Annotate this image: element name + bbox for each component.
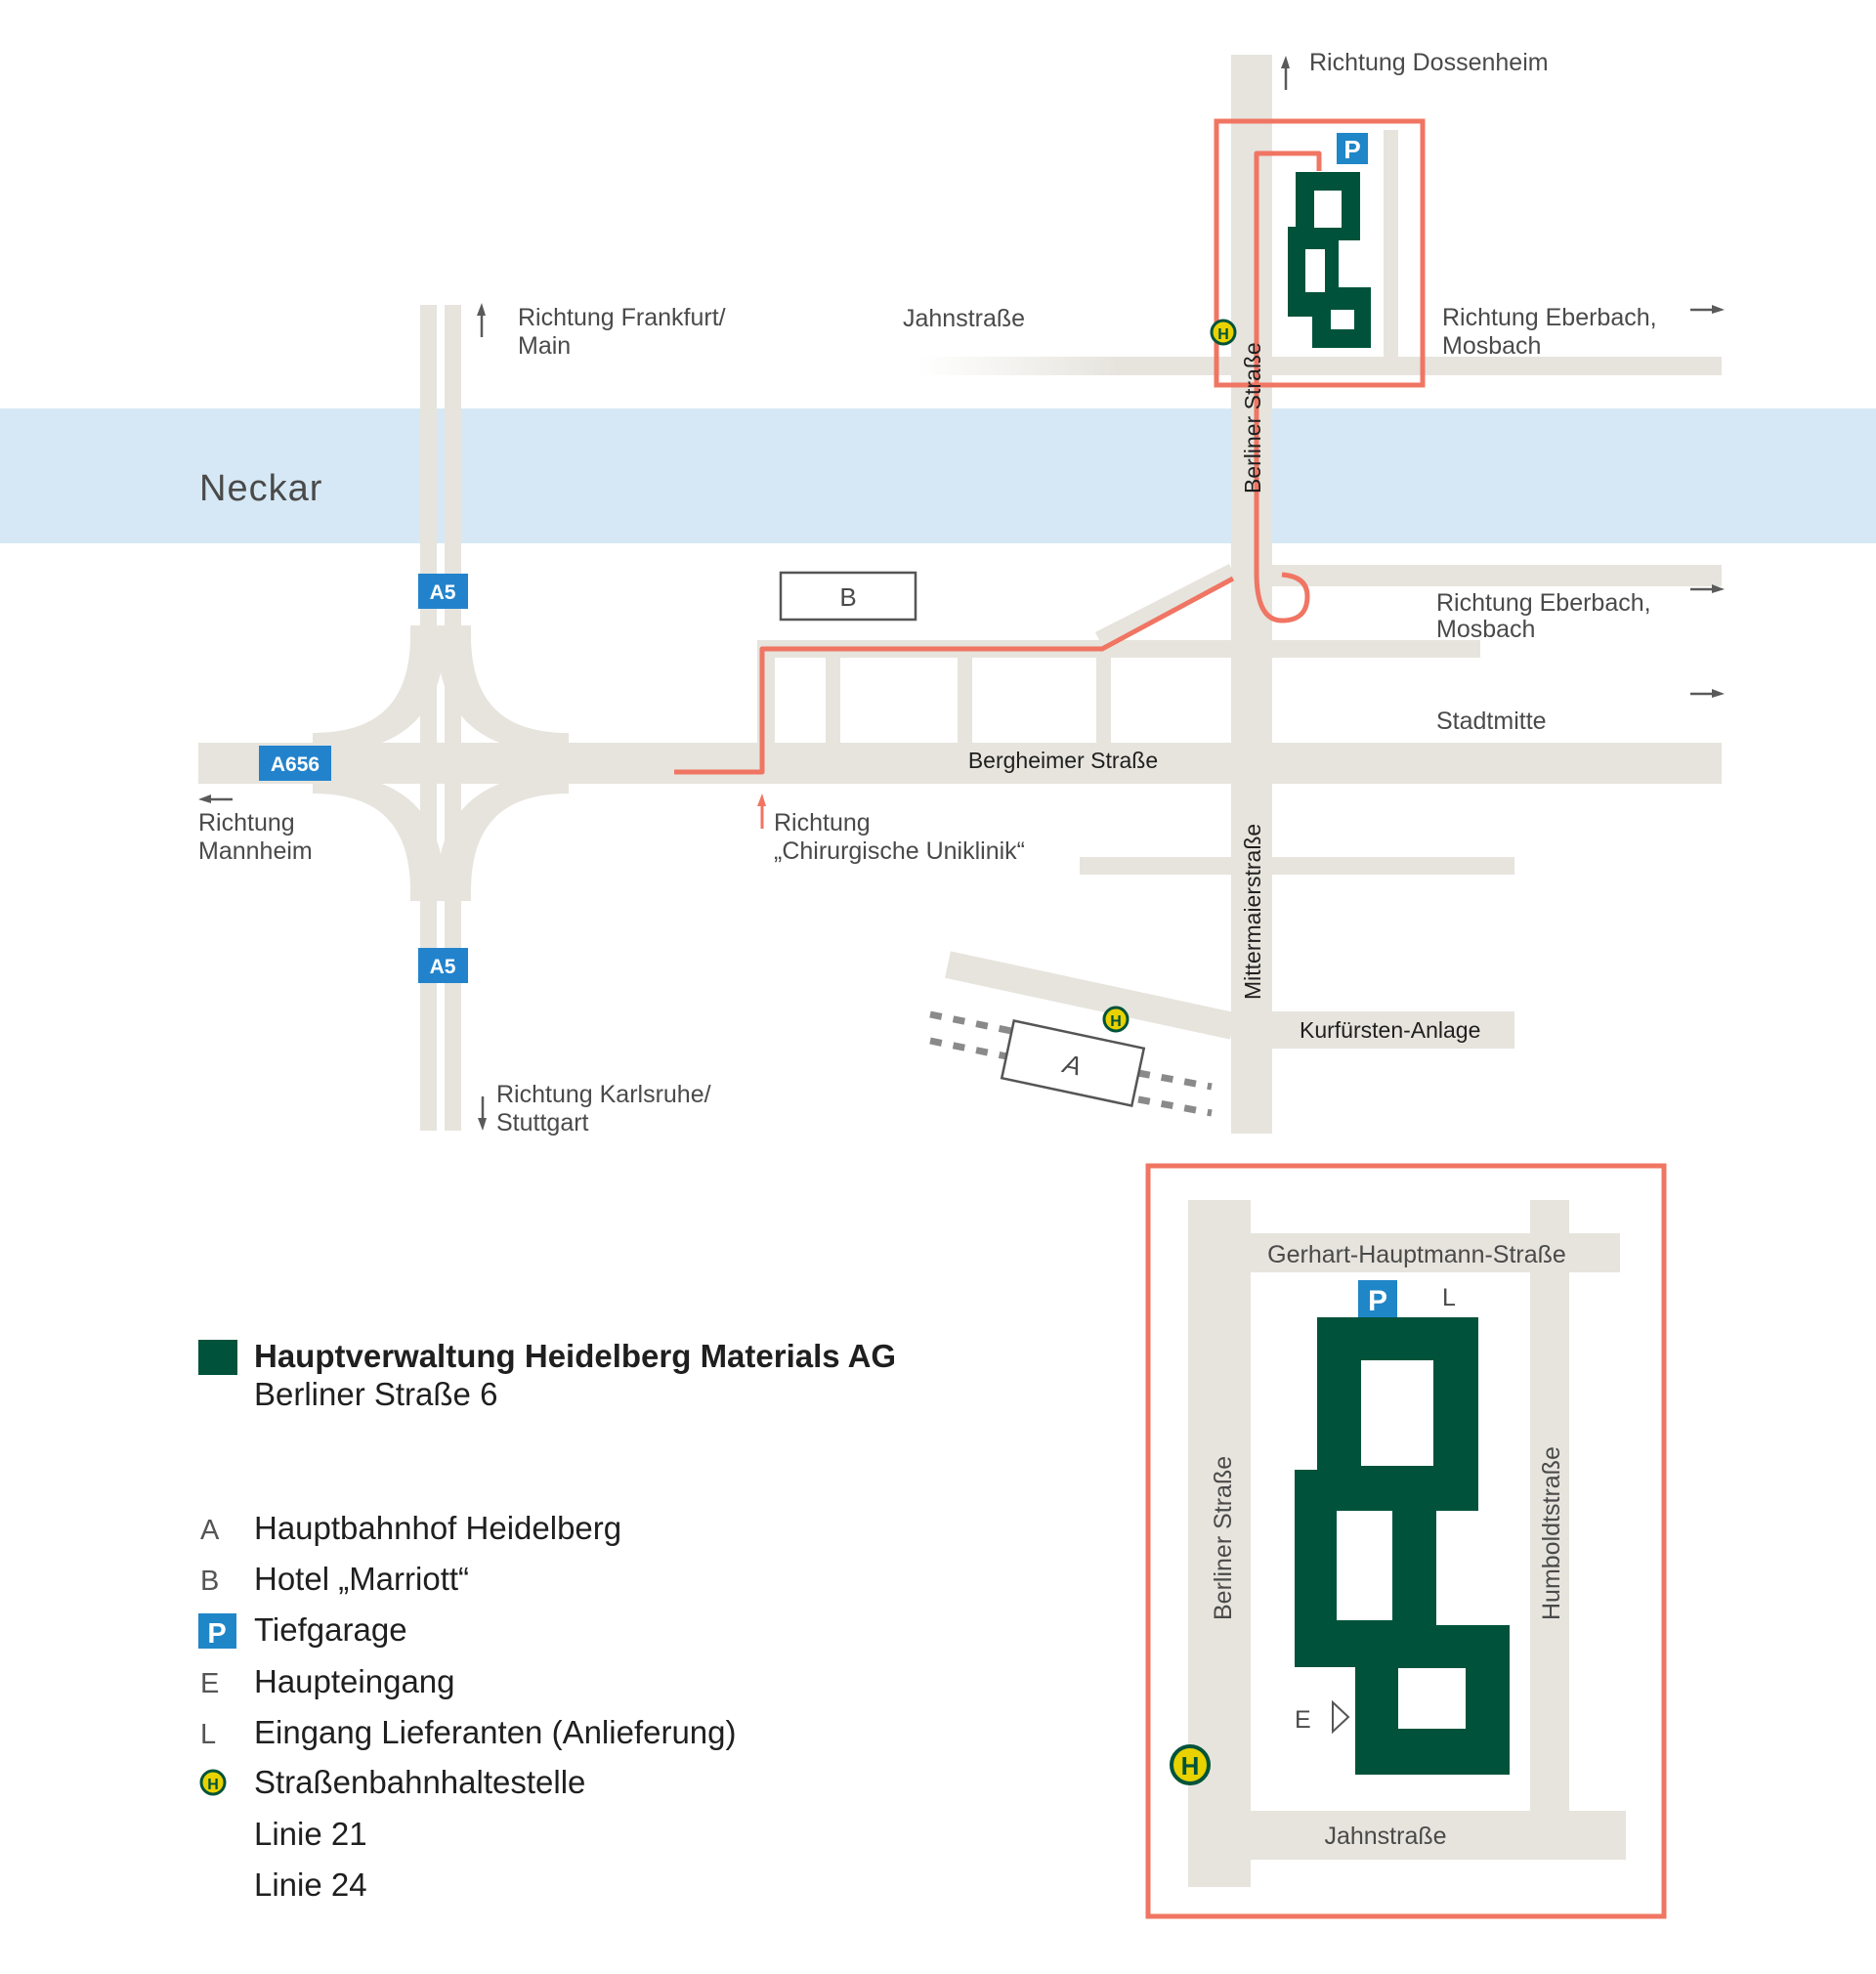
direction-eberbach-top-1: Richtung Eberbach,: [1442, 304, 1657, 331]
direction-mannheim-2: Mannheim: [198, 837, 313, 865]
station-a-label: A: [1060, 1049, 1085, 1082]
legend-building-swatch: [198, 1340, 237, 1375]
legend-tram-icon: [201, 1771, 225, 1794]
street-jahnstrasse: Jahnstraße: [903, 305, 1026, 332]
hotel-b-label: B: [839, 582, 857, 612]
marriott-road-3: [958, 650, 972, 748]
diagonal-road: [1099, 572, 1233, 640]
direction-eberbach-mid-1: Richtung Eberbach,: [1436, 589, 1651, 617]
legend-address: Berliner Straße 6: [254, 1376, 498, 1412]
direction-mannheim-1: Richtung: [198, 809, 295, 837]
uniklinik-arrow-head: [757, 794, 766, 806]
direction-dossenheim: Richtung Dossenheim: [1309, 49, 1549, 76]
hq-building-small: [1288, 172, 1371, 348]
svg-text:P: P: [207, 1618, 227, 1650]
a656-shield: [259, 746, 331, 781]
svg-text:P: P: [1367, 1285, 1388, 1317]
detail-street-jahn: Jahnstraße: [1324, 1823, 1447, 1850]
tram-stop-icon-detail: [1172, 1746, 1209, 1783]
building-access-road: [1384, 130, 1398, 365]
direction-uniklinik-1: Richtung: [774, 809, 871, 837]
a5-shield-top: [418, 574, 468, 609]
svg-text:A5: A5: [429, 956, 456, 978]
legend-item-parking: Tiefgarage: [254, 1611, 407, 1648]
street-mittermaier: Mittermaierstraße: [1240, 823, 1265, 1000]
direction-eberbach-top-2: Mosbach: [1442, 332, 1542, 360]
svg-text:A656: A656: [270, 753, 320, 776]
direction-frankfurt-2: Main: [518, 332, 572, 360]
a5-road-east: [445, 305, 461, 1131]
svg-text:P: P: [1343, 135, 1361, 164]
detail-map: [1148, 1166, 1664, 1916]
legend-line-21: Linie 21: [254, 1816, 367, 1852]
hotel-b: [781, 573, 916, 620]
svg-text:H: H: [1110, 1013, 1122, 1030]
direction-eberbach-mid-2: Mosbach: [1436, 616, 1536, 643]
legend-line-24: Linie 24: [254, 1867, 367, 1903]
overview-map: [0, 49, 1876, 1137]
parking-icon-small: [1337, 133, 1368, 164]
svg-text:H: H: [1180, 1751, 1200, 1781]
direction-uniklinik-2: „Chirurgische Uniklinik“: [774, 837, 1026, 865]
legend-key-a: A: [200, 1515, 220, 1546]
street-berliner: Berliner Straße: [1240, 342, 1265, 494]
a5-road-west: [420, 305, 437, 1131]
direction-karlsruhe-1: Richtung Karlsruhe/: [496, 1081, 711, 1108]
marriott-road-2: [826, 650, 840, 748]
legend-parking-icon: [198, 1613, 236, 1650]
parking-icon-detail: [1358, 1280, 1397, 1317]
legend: [198, 1338, 896, 1903]
legend-item-tram: Straßenbahnhaltestelle: [254, 1764, 586, 1800]
legend-item-b: Hotel „Marriott“: [254, 1561, 470, 1597]
station-a: [1002, 1021, 1144, 1106]
svg-text:H: H: [207, 1777, 219, 1793]
station-road: [948, 965, 1233, 1026]
legend-title: Hauptverwaltung Heidelberg Materials AG: [254, 1338, 897, 1374]
direction-frankfurt-1: Richtung Frankfurt/: [518, 304, 726, 331]
south-road: [1080, 857, 1514, 875]
detail-street-humboldt: Humboldtstraße: [1538, 1446, 1565, 1620]
street-kurfuersten: Kurfürsten-Anlage: [1300, 1017, 1481, 1043]
legend-key-e: E: [200, 1668, 220, 1699]
tram-stop-icon-station: [1104, 1008, 1128, 1031]
eberbach-road: [1272, 565, 1722, 586]
legend-item-l: Eingang Lieferanten (Anlieferung): [254, 1714, 737, 1750]
street-bergheimer: Bergheimer Straße: [967, 748, 1159, 773]
legend-item-e: Haupteingang: [254, 1663, 455, 1699]
delivery-entrance-label: L: [1442, 1284, 1456, 1311]
marriott-road-4: [1096, 650, 1111, 748]
detail-street-berliner: Berliner Straße: [1210, 1455, 1237, 1620]
legend-key-b: B: [200, 1566, 220, 1597]
neckar-label: Neckar: [199, 468, 323, 509]
legend-key-l: L: [200, 1719, 217, 1750]
svg-text:A5: A5: [429, 581, 456, 604]
svg-text:H: H: [1217, 326, 1229, 343]
direction-stadtmitte: Stadtmitte: [1436, 708, 1547, 735]
jahnstrasse-road: [918, 357, 1722, 375]
a5-shield-bottom: [418, 948, 468, 983]
tram-stop-icon-north: [1212, 321, 1235, 344]
legend-item-a: Hauptbahnhof Heidelberg: [254, 1510, 622, 1546]
detail-street-gerhart: Gerhart-Hauptmann-Straße: [1267, 1241, 1566, 1268]
main-entrance-label: E: [1295, 1706, 1311, 1734]
direction-karlsruhe-2: Stuttgart: [496, 1109, 589, 1137]
